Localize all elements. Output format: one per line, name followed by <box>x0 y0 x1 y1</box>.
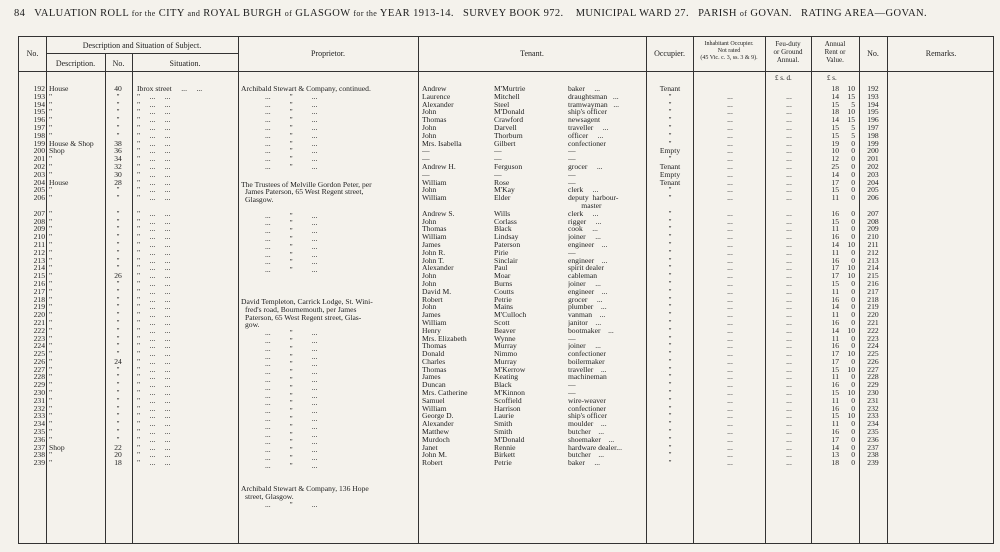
proprietor-entry: Paterson, 65 West Regent street, Glas- <box>245 312 362 322</box>
header-annual-rent <box>811 40 859 64</box>
unit-rent: £ s. <box>827 74 837 82</box>
title-part: ROYAL BURGH <box>203 8 282 19</box>
header-rent-line: Annual <box>824 40 846 48</box>
title-part: and <box>187 9 201 18</box>
proprietor-entry: Glasgow. <box>245 195 274 205</box>
header-no-right: No. <box>867 49 879 58</box>
header-rule <box>19 71 993 72</box>
proprietor-ditto-block: ... " ... ... " ... ... " ... ... " ... ... " ... ... " ... ... " ... ... " ... <box>265 211 318 275</box>
column-situations: Ibrox street ... ... " ... ... " ... ... " ... ... " ... ... " ... ... " ... ... " ... ... " ... ... " ... ... " ... ... " ... ... " ... ... " ... ... " ... ... " ... ... " ... ... " ... ... " ... ... " ... ... " ... ... " ... ... " ... ... " ... ... " ... ... " ... ... " ... ... " ... ... " ... ... " ... ... " ... ... " ... ... " ... ... " ... ... " ... ... " ... ... " ... ... " ... ... " ... ... " ... ... " ... ... " ... ... " ... ... " ... ... " ... ... " ... ... " ... ... " ... ... <box>137 85 203 468</box>
proprietor-entry: Archibald Stewart & Company, 136 Hope <box>241 484 369 493</box>
header-feu-line: Feu-duty <box>775 40 801 48</box>
parish-name: GOVAN. <box>750 8 792 19</box>
proprietor-entry: David Templeton, Carrick Lodge, St. Wini- <box>241 297 373 306</box>
col-divider <box>132 53 133 543</box>
proprietor-entry: street, Glasgow. <box>245 491 294 501</box>
header-feu-line: or Ground <box>773 48 803 56</box>
proprietor-entry: The Trustees of Melville Gordon Peter, per <box>241 179 372 189</box>
header-inhabitant-line: Inhabitant Occupier. <box>704 41 754 47</box>
parish-label: PARISH <box>698 8 737 19</box>
page-number: 84 <box>14 8 26 19</box>
header-rent-line: Value. <box>826 56 844 64</box>
proprietor-entry: fred's road, Bournemouth, per James <box>245 304 357 314</box>
header-inhabitant <box>693 41 765 62</box>
parish-of: of <box>739 9 748 18</box>
col-divider <box>238 37 239 543</box>
title-part: CITY <box>158 8 185 19</box>
header-number: No. <box>112 59 125 68</box>
proprietor-entry: Archibald Stewart & Company, continued. <box>241 84 371 93</box>
col-divider <box>646 37 647 543</box>
header-feu-line: Annual. <box>776 56 800 64</box>
column-rent-shillings: 10 15 5 10 15 5 5 0 0 0 0 0 0 0 0 0 0 0 0 10 0 0 10 10 0 0 0 0 0 0 10 0 0 10 0 10 0 0 10 0 0 10 0 0 0 0 0 0 <box>847 85 855 468</box>
col-divider <box>859 37 860 543</box>
column-inhabitant: ... ... ... ... ... ... ... ... ... ... ... ... ... ... ... ... ... ... ... ... ... ... ... ... ... ... ... ... ... ... ... ... ... ... ... ... ... ... ... ... ... ... ... ... ... ... ... <box>727 91 733 468</box>
proprietor-entry: James Paterson, 65 West Regent street, <box>245 187 364 197</box>
page-header <box>14 8 927 19</box>
rating-area: RATING AREA—GOVAN. <box>801 8 928 19</box>
title-part: VALUATION ROLL <box>34 8 129 19</box>
header-inhabitant-line: Not rated <box>717 48 741 54</box>
title-part: GLASGOW <box>295 8 351 19</box>
title-part: of <box>284 9 293 18</box>
unit-feu: £ s. d. <box>775 74 792 82</box>
col-divider <box>765 37 766 543</box>
proprietor-entry: gow. <box>245 320 260 330</box>
col-divider <box>105 53 106 543</box>
proprietor-ditto-block: ... " ... ... " ... ... " ... ... " ... ... " ... ... " ... ... " ... ... " ... ... " ... ... " ... ... " ... ... " ... ... " ... ... " ... ... " ... ... " ... ... " ... ... " ... <box>265 329 318 470</box>
column-entry-numbers-right: 192 193 194 195 196 197 198 199 200 201 202 203 204 205 206 207 208 209 210 211 212 213 214 215 216 217 218 219 220 221 222 223 224 225 226 227 228 229 230 231 232 233 234 235 236 237 238 239 <box>867 85 879 468</box>
column-descriptions: House " " " " " " House & Shop Shop " " " House " " " " " " " " " " " " " " " " " " " " " " " " " " " " " " " " Shop " " <box>49 85 94 468</box>
header-rent-line: Rent or <box>824 48 846 56</box>
column-occupier: Tenant " " " " " " " Empty " Tenant Empty Tenant " " " " " " " " " " " " " " " " " " " " " " " " " " " " " " " " " " " <box>659 85 681 468</box>
header-description-group: Description and Situation of Subject. <box>82 41 202 50</box>
header-inhabitant-line: (45 Vic. c. 3, ss. 3 & 9). <box>700 55 758 61</box>
column-rent-pounds: 18 14 15 18 14 15 15 19 10 12 25 14 17 15 11 16 15 11 16 14 11 16 17 17 15 11 16 14 11 16 14 11 16 17 17 15 11 16 15 11 16 15 11 16 17 14 13 18 <box>831 85 839 468</box>
group-rule <box>46 53 238 54</box>
col-divider <box>418 37 419 543</box>
column-tenant-occupations: baker ... draughtsman ... tramwayman ... ship's officer newsagent traveller ... officer ... confectioner — — grocer ... — — clerk ... deputy harbour- master clerk ... rigger ... cook ... joiner ... engineer ... — engineer ... spirit dealer cableman joiner ... engineer ... grocer ... plumber ... vanman ... janitor ... bootmaker ... — joiner ... confectioner boilermaker traveller ... machineman — — wire-weaver confectioner ship's officer moulder ... butcher ... shoemaker ... hardware dealer... butcher ... baker ... <box>568 85 622 468</box>
column-entry-numbers: 192 193 194 195 196 197 198 199 200 201 202 203 204 205 206 207 208 209 210 211 212 213 214 215 216 217 218 219 220 221 222 223 224 225 226 227 228 229 230 231 232 233 234 235 236 237 238 239 <box>33 85 45 468</box>
title-part: YEAR 1913-14. <box>379 8 454 19</box>
proprietor-ditto-block: ... " ... ... " ... ... " ... ... " ... ... " ... ... " ... ... " ... ... " ... ... " ... ... " ... <box>265 91 318 171</box>
column-tenant-surnames: M'Murtrie Mitchell Steel M'Donald Crawford Darvell Thorburn Gilbert — — Ferguson — Rose M'Kay Elder Wills Corlass Black Lindsay Paterson Pirie Sinclair Paul Moar Burns Coutts Petrie Mains M'Culloch Scott Beaver Wynne Murray Nimmo Murray M'Kerrow Keating Black M'Kinnon Scoffield Harrison Laurie Smith Smith M'Donald Rennie Birkett Petrie <box>494 85 527 468</box>
header-occupier: Occupier. <box>654 49 685 58</box>
col-divider <box>811 37 812 543</box>
header-description: Description. <box>55 59 96 68</box>
col-divider <box>887 37 888 543</box>
header-remarks: Remarks. <box>925 49 957 58</box>
municipal-ward: MUNICIPAL WARD 27. <box>575 8 689 19</box>
title-part: for the <box>353 9 378 18</box>
valuation-table <box>18 36 994 544</box>
proprietor-ditto-block: ... " ... <box>265 500 318 509</box>
header-situation: Situation. <box>169 59 201 68</box>
header-tenant: Tenant. <box>520 49 544 58</box>
header-proprietor: Proprietor. <box>311 49 345 58</box>
col-divider <box>693 37 694 543</box>
column-house-numbers: 40 " " " " " " 38 36 34 32 30 28 " " " " " " " " " " 26 " " " " " " " " " " 24 " " " " " " " " " " 22 20 18 <box>114 85 122 468</box>
header-no: No. <box>26 49 39 58</box>
header-feu-duty <box>765 40 811 64</box>
column-tenant-first-names: Andrew Laurence Alexander John Thomas John John Mrs. Isabella — — Andrew H. — William John William Andrew S. John Thomas William James John R. John T. Alexander John John David M. Robert John James William Henry Mrs. Elizabeth Thomas Donald Charles Thomas James Duncan Mrs. Catherine Samuel William George D. Alexander Matthew Murdoch Janet John M. Robert <box>422 85 468 468</box>
survey-book: SURVEY BOOK 972. <box>463 8 564 19</box>
column-feu-duty: ... ... ... ... ... ... ... ... ... ... ... ... ... ... ... ... ... ... ... ... ... ... ... ... ... ... ... ... ... ... ... ... ... ... ... ... ... ... ... ... ... ... ... ... ... ... ... <box>786 91 792 468</box>
col-divider <box>46 37 47 543</box>
title-part: for the <box>131 9 156 18</box>
